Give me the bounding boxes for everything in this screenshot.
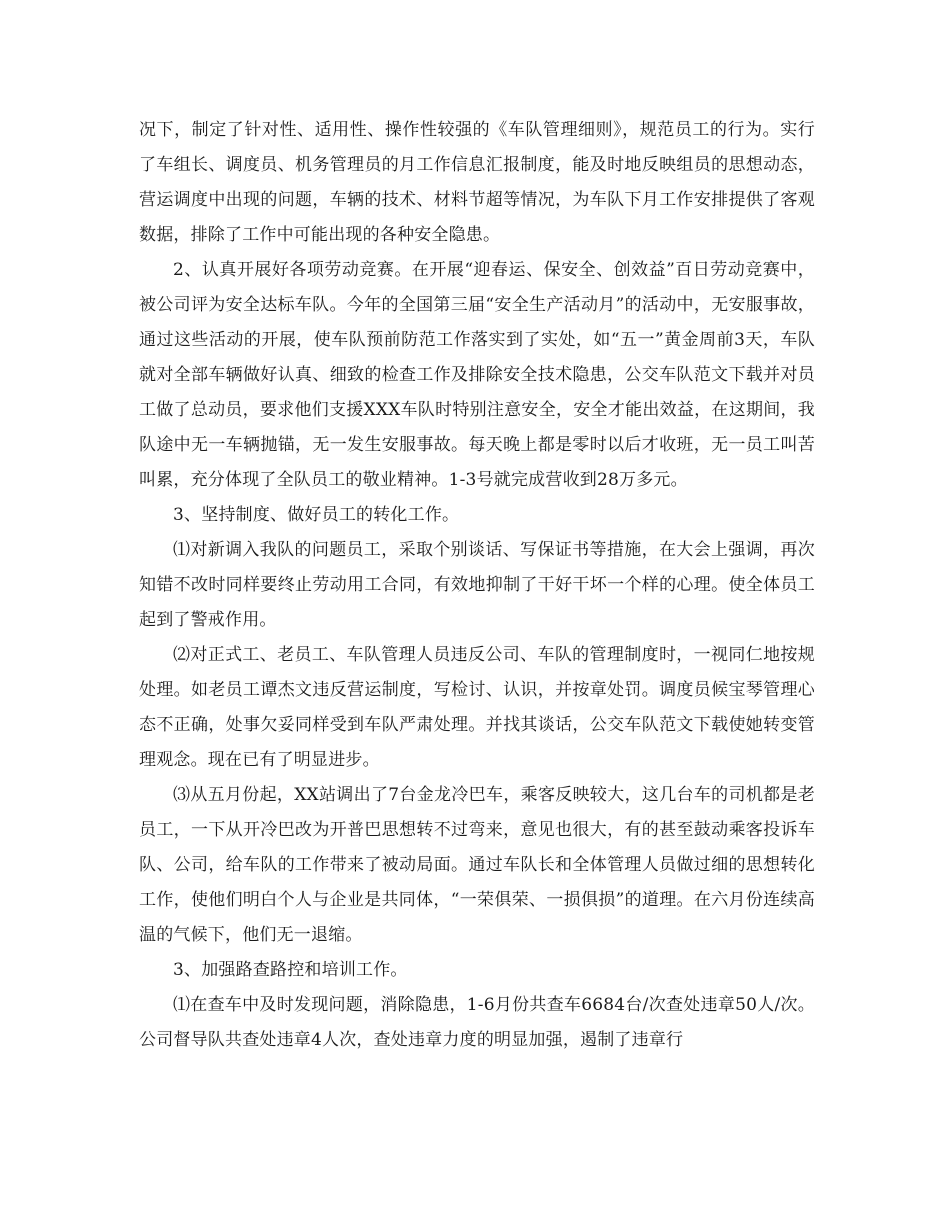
paragraph-continuation: 况下，制定了针对性、适用性、操作性较强的《车队管理细则》，规范员工的行为。实行了车组长、调度员、机务管理员的月工作信息汇报制度，能及时地反映组员的思想动态，营运调度中出现的问题，车辆的技术、材料节超等情况，为车队下月工作安排提供了客观数据，排除了工作中可能出现的各种安全隐患。 (139, 120, 815, 245)
paragraph-item-2: ⑵对正式工、老员工、车队管理人员违反公司、车队的管理制度时，一视同仁地按规处理。如老员工谭杰文违反营运制度，写检讨、认识，并按章处罚。调度员候宝琴管理心态不正确，处事欠妥同样受到车队严肃处理。并找其谈话，公交车队范文下载使她转变管理观念。现在已有了明显进步。 (139, 645, 815, 770)
paragraph-item-3: ⑶从五月份起，XX站调出了7台金龙冷巴车，乘客反映较大，这几台车的司机都是老员工，一下从开冷巴改为开普巴思想转不过弯来，意见也很大，有的甚至鼓动乘客投诉车队、公司，给车队的工作带来了被动局面。通过车队长和全体管理人员做过细的思想转化工作，使他们明白个人与企业是共同体，“一荣俱荣、一损俱损”的道理。在六月份连续高温的气候下，他们无一退缩。 (139, 785, 815, 945)
paragraph-heading-road-inspection: 3、加强路查路控和培训工作。 (173, 960, 408, 980)
document-body (139, 113, 815, 1058)
paragraph-heading-staff-conversion: 3、坚持制度、做好员工的转化工作。 (173, 505, 460, 525)
paragraph-item-1: ⑴对新调入我队的问题员工，采取个别谈话、写保证书等措施，在大会上强调，再次知错不改时同样要终止劳动用工合同，有效地抑制了干好干坏一个样的心理。使全体员工起到了警戒作用。 (139, 540, 815, 630)
paragraph-labor-competition: 2、认真开展好各项劳动竞赛。在开展“迎春运、保安全、创效益”百日劳动竞赛中，被公司评为安全达标车队。今年的全国第三届“安全生产活动月”的活动中，无安服事故，通过这些活动的开展，使车队预前防范工作落实到了实处，如“五一”黄金周前3天，车队就对全部车辆做好认真、细致的检查工作及排除安全技术隐患，公交车队范文下载并对员工做了总动员，要求他们支援XXX车队时特别注意安全，安全才能出效益，在这期间，我队途中无一车辆抛锚，无一发生安服事故。每天晚上都是零时以后才收班，无一员工叫苦叫累，充分体现了全队员工的敬业精神。1-3号就完成营收到28万多元。 (139, 260, 815, 490)
paragraph-inspection-item-1: ⑴在查车中及时发现问题，消除隐患，1-6月份共查车6684台/次查处违章50人/次。公司督导队共查处违章4人次，查处违章力度的明显加强，遏制了违章行 (139, 995, 815, 1050)
